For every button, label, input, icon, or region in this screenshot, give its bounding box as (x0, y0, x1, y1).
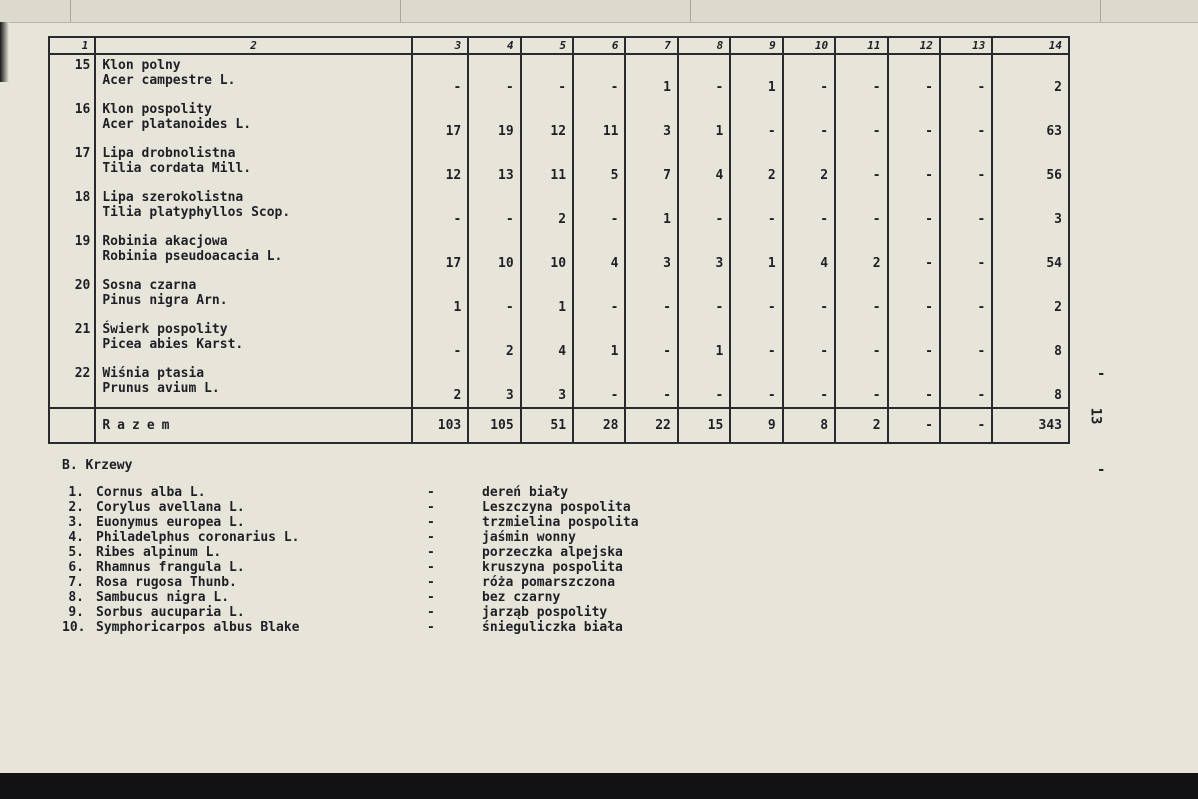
polish-name: kruszyna pospolita (482, 560, 623, 575)
polish-name: Lipa szerokolistna (102, 190, 244, 205)
latin-name: Sorbus aucuparia L. (96, 605, 245, 620)
species-name-cell (95, 363, 411, 408)
count-cell: 2 (730, 143, 782, 187)
count-cell: - (730, 319, 782, 363)
count-cell: - (468, 187, 520, 231)
table-row (49, 363, 1069, 408)
column-header: 3 (412, 37, 468, 54)
row-number: 22 (49, 363, 95, 408)
count-cell: 10 (468, 231, 520, 275)
polish-name: bez czarny (482, 590, 561, 605)
count-cell: - (625, 319, 677, 363)
polish-name: Wiśnia ptasia (102, 366, 205, 381)
total-cell: 22 (625, 408, 677, 443)
count-cell: - (573, 363, 625, 408)
count-cell: - (940, 363, 992, 408)
count-cell: 3 (521, 363, 573, 408)
dash: - (427, 605, 435, 620)
latin-name: Sambucus nigra L. (96, 590, 230, 605)
shrub-list (62, 458, 762, 635)
column-header: 10 (783, 37, 835, 54)
count-cell: 12 (412, 143, 468, 187)
latin-name: Cornus alba L. (96, 485, 206, 500)
total-cell: 343 (992, 408, 1069, 443)
count-cell: 2 (835, 231, 887, 275)
latin-name: Tilia platyphyllos Scop. (102, 205, 291, 220)
table-row (49, 54, 1069, 99)
count-cell: 2 (992, 54, 1069, 99)
count-cell: - (888, 54, 940, 99)
count-cell: 11 (521, 143, 573, 187)
count-cell: - (940, 231, 992, 275)
count-cell: 1 (573, 319, 625, 363)
total-cell: 103 (412, 408, 468, 443)
count-cell: 4 (678, 143, 730, 187)
species-name-cell (95, 99, 411, 143)
total-cell: 9 (730, 408, 782, 443)
dash: - (427, 575, 435, 590)
latin-name: Ribes alpinum L. (96, 545, 222, 560)
latin-name: Euonymus europea L. (96, 515, 245, 530)
total-row (49, 408, 1069, 443)
item-number: 9. (68, 605, 84, 620)
species-name-cell (95, 187, 411, 231)
count-cell: - (573, 54, 625, 99)
table-row (49, 187, 1069, 231)
list-item (62, 590, 762, 605)
list-item (62, 620, 762, 635)
polish-name: trzmielina pospolita (482, 515, 639, 530)
dash: - (427, 500, 435, 515)
latin-name: Rhamnus frangula L. (96, 560, 245, 575)
count-cell: 2 (992, 275, 1069, 319)
count-cell: 1 (412, 275, 468, 319)
polish-name: Sosna czarna (102, 278, 197, 293)
count-cell: 3 (992, 187, 1069, 231)
polish-name: Świerk pospolity (102, 322, 228, 337)
latin-name: Acer platanoides L. (102, 117, 252, 132)
count-cell: - (573, 275, 625, 319)
row-number: 21 (49, 319, 95, 363)
count-cell: - (888, 143, 940, 187)
tree-count-table (48, 36, 1070, 444)
shrub-items (62, 485, 762, 635)
count-cell: 3 (625, 231, 677, 275)
item-number: 2. (68, 500, 84, 515)
item-number: 10. (62, 620, 86, 635)
polish-name: jaśmin wonny (482, 530, 576, 545)
column-header: 8 (678, 37, 730, 54)
list-item (62, 515, 762, 530)
count-cell: - (940, 275, 992, 319)
count-cell: - (783, 275, 835, 319)
count-cell: - (940, 143, 992, 187)
polish-name: jarząb pospolity (482, 605, 608, 620)
column-header: 14 (992, 37, 1069, 54)
count-cell: 3 (625, 99, 677, 143)
total-cell: - (888, 408, 940, 443)
item-number: 3. (68, 515, 84, 530)
latin-name: Acer campestre L. (102, 73, 236, 88)
count-cell: 1 (625, 187, 677, 231)
count-cell: 8 (992, 363, 1069, 408)
species-name-cell (95, 143, 411, 187)
previous-page-edge (0, 0, 1198, 23)
page-number: 13 (1087, 407, 1104, 425)
count-cell: 56 (992, 143, 1069, 187)
column-header: 1 (49, 37, 95, 54)
dash: - (427, 545, 435, 560)
count-cell: 1 (625, 54, 677, 99)
table-row (49, 275, 1069, 319)
column-header: 11 (835, 37, 887, 54)
count-cell: - (888, 231, 940, 275)
count-cell: 8 (992, 319, 1069, 363)
count-cell: - (783, 363, 835, 408)
count-cell: - (835, 319, 887, 363)
column-header: 13 (940, 37, 992, 54)
count-cell: - (835, 275, 887, 319)
total-number-cell (49, 408, 95, 443)
column-header: 2 (95, 37, 411, 54)
count-cell: 4 (783, 231, 835, 275)
count-cell: - (888, 275, 940, 319)
count-cell: - (940, 99, 992, 143)
list-item (62, 485, 762, 500)
count-cell: 4 (573, 231, 625, 275)
count-cell: - (625, 363, 677, 408)
table-header-row (49, 37, 1069, 54)
column-header: 5 (521, 37, 573, 54)
count-cell: 1 (730, 54, 782, 99)
total-cell: 105 (468, 408, 520, 443)
count-cell: - (730, 99, 782, 143)
total-cell: 51 (521, 408, 573, 443)
total-label: Razem (95, 408, 411, 443)
count-cell: - (573, 187, 625, 231)
count-cell: 3 (678, 231, 730, 275)
polish-name: porzeczka alpejska (482, 545, 623, 560)
row-number: 17 (49, 143, 95, 187)
count-cell: - (783, 319, 835, 363)
column-header: 7 (625, 37, 677, 54)
table-row (49, 99, 1069, 143)
polish-name: róża pomarszczona (482, 575, 616, 590)
count-cell: - (940, 187, 992, 231)
item-number: 7. (68, 575, 84, 590)
row-number: 19 (49, 231, 95, 275)
count-cell: - (940, 319, 992, 363)
polish-name: Robinia akacjowa (102, 234, 228, 249)
dash: - (427, 530, 435, 545)
count-cell: - (835, 54, 887, 99)
column-header: 9 (730, 37, 782, 54)
count-cell: 2 (783, 143, 835, 187)
latin-name: Symphoricarpos albus Blake (96, 620, 300, 635)
count-cell: 63 (992, 99, 1069, 143)
count-cell: 1 (678, 319, 730, 363)
count-cell: - (783, 99, 835, 143)
count-cell: 17 (412, 99, 468, 143)
count-cell: 1 (521, 275, 573, 319)
count-cell: - (730, 275, 782, 319)
polish-name: Klon polny (102, 58, 181, 73)
count-cell: - (678, 54, 730, 99)
total-cell: 2 (835, 408, 887, 443)
margin-mark: - (1097, 366, 1106, 382)
count-cell: - (888, 319, 940, 363)
species-name-cell (95, 275, 411, 319)
item-number: 1. (68, 485, 84, 500)
species-name-cell (95, 54, 411, 99)
species-name-cell (95, 319, 411, 363)
count-cell: 2 (412, 363, 468, 408)
count-cell: 19 (468, 99, 520, 143)
polish-name: Leszczyna pospolita (482, 500, 631, 515)
count-cell: - (468, 275, 520, 319)
list-item (62, 545, 762, 560)
margin-mark: - (1097, 462, 1106, 478)
count-cell: 5 (573, 143, 625, 187)
count-cell: - (678, 275, 730, 319)
count-cell: 3 (468, 363, 520, 408)
latin-name: Tilia cordata Mill. (102, 161, 252, 176)
list-item (62, 575, 762, 590)
count-cell: 11 (573, 99, 625, 143)
latin-name: Pinus nigra Arn. (102, 293, 228, 308)
table-row (49, 143, 1069, 187)
polish-name: dereń biały (482, 485, 569, 500)
count-cell: 1 (730, 231, 782, 275)
count-cell: 10 (521, 231, 573, 275)
count-cell: 13 (468, 143, 520, 187)
item-number: 8. (68, 590, 84, 605)
section-title: B. Krzewy (62, 458, 133, 473)
column-header: 12 (888, 37, 940, 54)
total-cell: 28 (573, 408, 625, 443)
item-number: 6. (68, 560, 84, 575)
count-cell: - (888, 187, 940, 231)
count-cell: 7 (625, 143, 677, 187)
total-cell: 15 (678, 408, 730, 443)
latin-name: Philadelphus coronarius L. (96, 530, 300, 545)
total-cell: - (940, 408, 992, 443)
count-cell: - (468, 54, 520, 99)
count-cell: - (412, 187, 468, 231)
species-name-cell (95, 231, 411, 275)
dash: - (427, 620, 435, 635)
count-cell: - (835, 187, 887, 231)
latin-name: Robinia pseudoacacia L. (102, 249, 283, 264)
count-cell: - (412, 319, 468, 363)
count-cell: - (888, 363, 940, 408)
count-cell: - (835, 143, 887, 187)
count-cell: - (888, 99, 940, 143)
count-cell: 4 (521, 319, 573, 363)
table-row (49, 231, 1069, 275)
page-shadow (0, 22, 9, 82)
count-cell: - (783, 187, 835, 231)
row-number: 20 (49, 275, 95, 319)
polish-name: śnieguliczka biała (482, 620, 623, 635)
count-cell: - (412, 54, 468, 99)
column-header: 6 (573, 37, 625, 54)
item-number: 4. (68, 530, 84, 545)
polish-name: Klon pospolity (102, 102, 212, 117)
latin-name: Prunus avium L. (102, 381, 220, 396)
row-number: 18 (49, 187, 95, 231)
count-cell: - (783, 54, 835, 99)
list-item (62, 500, 762, 515)
dash: - (427, 560, 435, 575)
latin-name: Rosa rugosa Thunb. (96, 575, 237, 590)
scanner-edge (0, 773, 1198, 799)
row-number: 15 (49, 54, 95, 99)
count-cell: - (835, 363, 887, 408)
count-cell: 17 (412, 231, 468, 275)
count-cell: 54 (992, 231, 1069, 275)
table-body (49, 54, 1069, 443)
latin-name: Corylus avellana L. (96, 500, 245, 515)
list-item (62, 605, 762, 620)
latin-name: Picea abies Karst. (102, 337, 244, 352)
count-cell: - (940, 54, 992, 99)
column-header: 4 (468, 37, 520, 54)
count-cell: 2 (468, 319, 520, 363)
list-item (62, 560, 762, 575)
count-cell: - (730, 363, 782, 408)
count-cell: - (730, 187, 782, 231)
count-cell: 12 (521, 99, 573, 143)
table-row (49, 319, 1069, 363)
polish-name: Lipa drobnolistna (102, 146, 236, 161)
count-cell: - (625, 275, 677, 319)
list-item (62, 530, 762, 545)
dash: - (427, 515, 435, 530)
count-cell: 2 (521, 187, 573, 231)
total-cell: 8 (783, 408, 835, 443)
count-cell: - (678, 187, 730, 231)
dash: - (427, 590, 435, 605)
count-cell: - (521, 54, 573, 99)
count-cell: - (678, 363, 730, 408)
item-number: 5. (68, 545, 84, 560)
count-cell: - (835, 99, 887, 143)
dash: - (427, 485, 435, 500)
row-number: 16 (49, 99, 95, 143)
count-cell: 1 (678, 99, 730, 143)
